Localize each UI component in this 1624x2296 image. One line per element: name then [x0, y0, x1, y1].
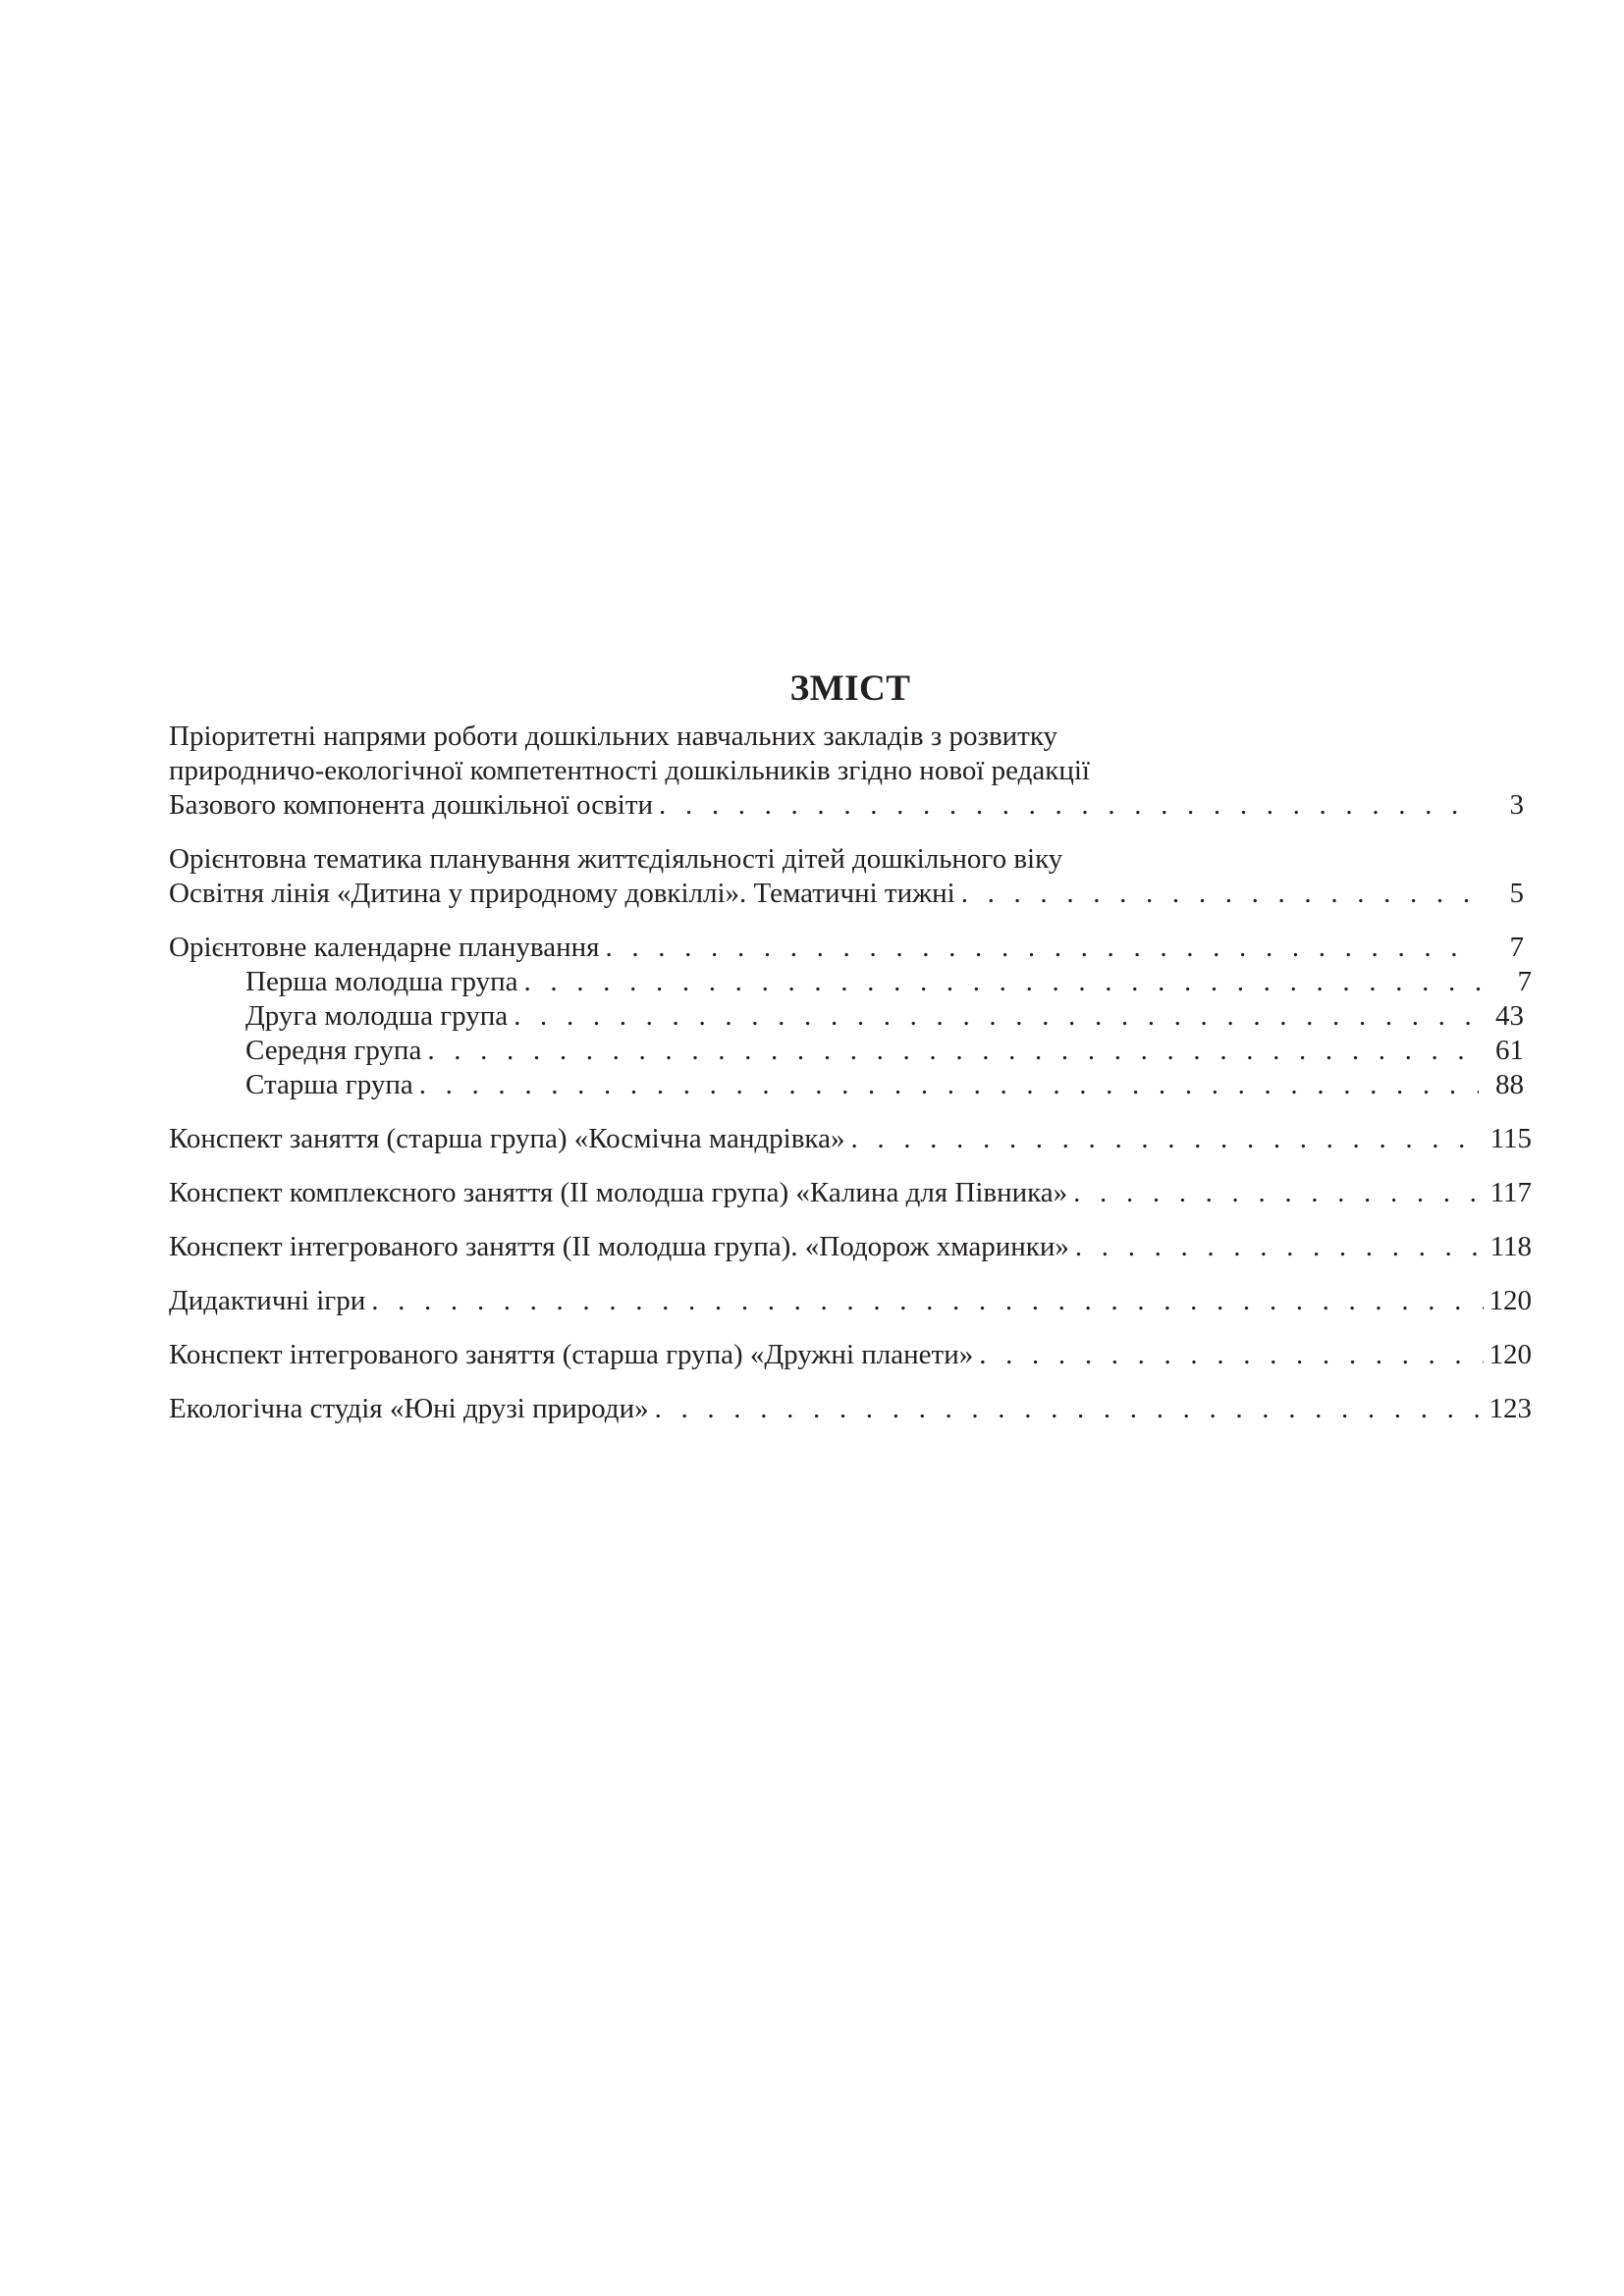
toc-entry-line: природничо-екологічної компетентності дошкільників згідно нової редакції [169, 755, 1090, 786]
toc-page-number: 7 [1517, 966, 1532, 997]
dot-leader [979, 1338, 1483, 1372]
toc-page-number: 5 [1509, 878, 1524, 909]
dot-leader [427, 1034, 1479, 1068]
toc-entry-text: Конспект заняття (старша група) «Космічна мандрівка» [169, 1123, 845, 1154]
dot-leader [514, 999, 1479, 1034]
dot-leader [605, 931, 1479, 965]
toc-entry-text: Конспект комплексного заняття (ІІ молодша група) «Калина для Півника» [169, 1177, 1068, 1208]
dot-leader [1073, 1176, 1484, 1210]
dot-leader [961, 877, 1479, 911]
toc-entry-text: Друга молодша група [245, 1000, 509, 1032]
toc-title: ЗМІСТ [789, 668, 911, 709]
toc-entry-leader [245, 965, 1532, 999]
toc-page-number: 118 [1489, 1231, 1532, 1262]
toc-subentry-middle-group [169, 1034, 1532, 1068]
dot-leader [655, 1392, 1484, 1426]
dot-leader [1075, 1230, 1485, 1264]
toc-entry-leader [169, 1338, 1532, 1372]
dot-leader [659, 788, 1479, 823]
toc-entry-text: Освітня лінія «Дитина у природному довкіллі». Тематичні тижні [169, 878, 955, 909]
toc-entry-cloud-journey [169, 1230, 1532, 1264]
toc-entry-calendar-planning [169, 931, 1532, 965]
toc-entry-thematic-planning [169, 842, 1532, 911]
toc-entry-line: Орієнтовна тематика планування життєдіяльності дітей дошкільного віку [169, 843, 1063, 875]
toc-entry-leader [169, 1230, 1532, 1264]
toc-entry-leader [169, 1122, 1532, 1156]
toc-page-number: 123 [1489, 1393, 1532, 1424]
toc-entry-viburnum-for-rooster [169, 1176, 1532, 1210]
toc-entry-leader [245, 999, 1532, 1034]
toc-entry-line: Пріоритетні напрями роботи дошкільних навчальних закладів з розвитку [169, 721, 1058, 752]
toc-page-number: 115 [1489, 1123, 1532, 1154]
toc-page-number: 120 [1489, 1339, 1532, 1370]
toc-page-number: 117 [1489, 1177, 1532, 1208]
toc-entry-cosmic-journey [169, 1122, 1532, 1156]
toc-entry-text: Конспект інтегрованого заняття (ІІ молодша група). «Подорож хмаринки» [169, 1231, 1069, 1262]
toc-entry-ecology-studio [169, 1392, 1532, 1426]
toc-subentry-second-junior-group [169, 999, 1532, 1034]
toc-entry-text: Конспект інтегрованого заняття (старша група) «Дружні планети» [169, 1339, 974, 1370]
toc-page-number: 120 [1489, 1285, 1532, 1316]
toc-entry-text: Екологічна студія «Юні друзі природи» [169, 1393, 649, 1424]
toc-entry-leader [169, 931, 1532, 965]
toc-page-number: 3 [1509, 789, 1524, 821]
table-of-contents [169, 667, 1532, 1426]
toc-entry-leader [169, 788, 1532, 823]
toc-entry-priority-directions [169, 720, 1532, 823]
toc-entry-text: Перша молодша група [245, 966, 518, 997]
toc-entry-text: Дидактичні ігри [169, 1285, 366, 1316]
dot-leader [523, 965, 1487, 999]
dot-leader [419, 1068, 1479, 1102]
toc-subentry-first-junior-group [169, 965, 1532, 999]
toc-entry-leader [169, 1392, 1532, 1426]
toc-page-number: 61 [1495, 1035, 1524, 1066]
toc-entry-leader [169, 877, 1532, 911]
toc-entry-leader [245, 1068, 1532, 1102]
toc-entry-text: Базового компонента дошкільної освіти [169, 789, 654, 821]
toc-subentry-senior-group [169, 1068, 1532, 1102]
toc-entry-leader [169, 1284, 1532, 1318]
toc-page-number: 88 [1495, 1069, 1524, 1100]
toc-page-number: 7 [1509, 932, 1524, 963]
toc-entry-text: Орієнтовне календарне планування [169, 932, 600, 963]
toc-entry-didactic-games [169, 1284, 1532, 1318]
toc-entry-friendly-planets [169, 1338, 1532, 1372]
toc-entry-text: Середня група [245, 1035, 422, 1066]
dot-leader [850, 1122, 1484, 1156]
toc-entry-leader [169, 1176, 1532, 1210]
dot-leader [371, 1284, 1483, 1318]
toc-page-number: 43 [1495, 1000, 1524, 1032]
toc-entry-leader [245, 1034, 1532, 1068]
toc-entry-text: Старша група [245, 1069, 413, 1100]
